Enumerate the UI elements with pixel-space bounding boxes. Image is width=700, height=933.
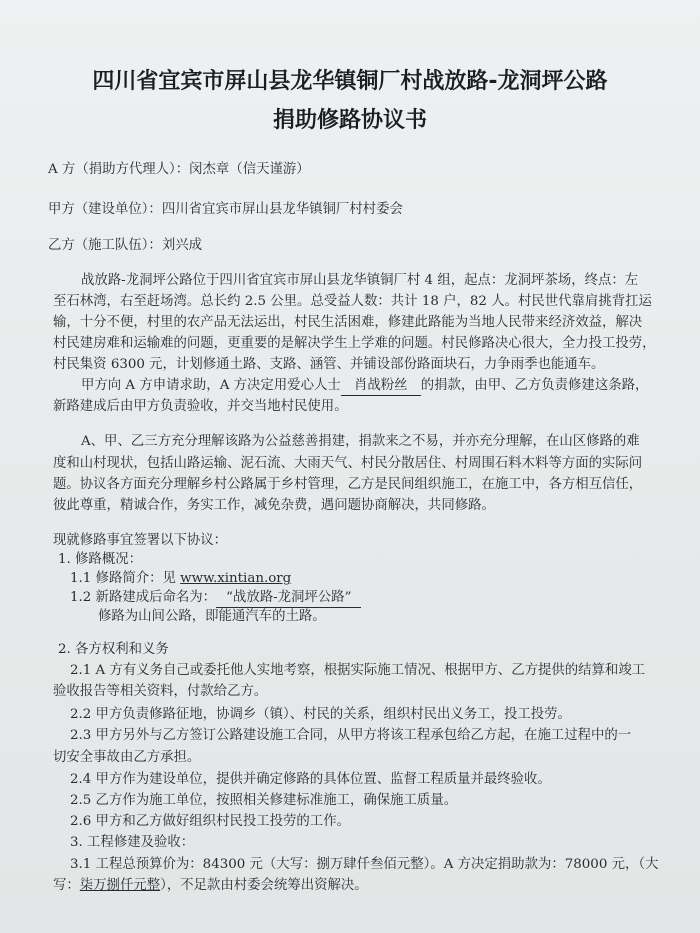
party-a: A 方（捐助方代理人）：闵杰章（信天谨游） [48, 162, 310, 177]
section2-item3-cont: 切安全事故由乙方承担。 [53, 750, 201, 765]
section2-item2: 2.2 甲方负责修路征地，协调乡（镇）、村民的关系，组织村民出义务工，投工投劳。 [70, 707, 571, 722]
section1-item1-label: 1.1 修路简介：见 [70, 571, 181, 586]
para3-line: 题。协议各方面充分理解乡村公路属于乡村管理，乙方是民间组织施工，在施工中，各方相互信任， [53, 477, 643, 492]
para2-text-before: 甲方向 A 方申请求助，A 方决定用爱心人士 [81, 378, 341, 393]
document-title-line1: 四川省宜宾市屏山县龙华镇铜厂村战放路-龙洞坪公路 [92, 69, 608, 94]
section2-item3: 2.3 甲方另外与乙方签订公路建设施工合同，从甲方将该工程承包给乙方起，在施工过程中的一 [70, 728, 632, 743]
section3-item1: 3.1 工程总预算价为：84300 元（大写：捌万肆仟叁佰元整）。A 方决定捐助款为：78000 元，（大 [70, 857, 659, 872]
section3-text-after: ），不足款由村委会统筹出资解决。 [160, 878, 368, 893]
section1-item2 [70, 589, 361, 608]
para1-line: 输，十分不便，村里的农产品无法运出，村民生活困难，修建此路能为当地人民带来经济效益，解决 [53, 315, 643, 330]
section3-heading: 3. 工程修建及验收： [70, 835, 195, 850]
section3-text-before: 写： [53, 878, 80, 893]
donor-blank-field: 肖战粉丝 [341, 377, 421, 396]
section2-item5: 2.5 乙方作为施工单位，按照相关修建标准施工，确保施工质量。 [70, 793, 458, 808]
section2-item6: 2.6 甲方和乙方做好组织村民投工投劳的工作。 [70, 814, 350, 829]
road-name-blank-field: “战放路-龙洞坪公路” [216, 589, 361, 608]
para2-line2: 新路建成后由甲方负责验收，并交当地村民使用。 [53, 399, 348, 414]
para1-line: 村民建房难和运输难的问题，更重要的是解决学生上学难的问题。村民修路决心很大，全力投工投劳， [53, 336, 656, 351]
section1-heading: 1. 修路概况： [58, 552, 142, 567]
section1-item3: 修路为山间公路，即能通汽车的土路。 [98, 609, 326, 624]
section2-item1-cont: 验收报告等相关资料，付款给乙方。 [53, 684, 268, 699]
para3-line: 度和山村现状，包括山路运输、泥石流、大雨天气、村民分散居住、村周围石料木料等方面的实际问 [53, 456, 643, 471]
section2-item1: 2.1 A 方有义务自己或委托他人实地考察，根据实际施工情况、根据甲方、乙方提供的结算和竣工 [70, 663, 646, 678]
section3-item1-cont [53, 877, 368, 895]
para2-text-after: 的捐款，由甲、乙方负责修建这条路， [420, 378, 649, 393]
website-link[interactable]: www.xintian.org [180, 571, 292, 586]
para3-line: 彼此尊重，精诚合作，务实工作，减免杂费，遇问题协商解决，共同修路。 [53, 498, 495, 513]
section2-heading: 2. 各方权利和义务 [58, 642, 169, 657]
para1-line: 战放路-龙洞坪公路位于四川省宜宾市屏山县龙华镇铜厂村 4 组，起点：龙洞坪茶场，终点：左 [81, 273, 639, 288]
para2-line1 [81, 377, 648, 396]
para1-line: 至石林湾，右至赶场湾。总长约 2.5 公里。总受益人数：共计 18 户，82 人。村民世代靠肩挑背扛运 [53, 294, 652, 309]
document-title-line2: 捐助修路协议书 [272, 108, 427, 133]
section1-item1 [70, 570, 291, 588]
section1-item2-label: 1.2 新路建成后命名为： [70, 590, 217, 605]
party-jia: 甲方（建设单位）：四川省宜宾市屏山县龙华镇铜厂村村委会 [48, 202, 403, 217]
agreement-intro: 现就修路事宜签署以下协议： [53, 533, 228, 548]
para3-line: A、甲、乙三方充分理解该路为公益慈善捐建，捐款来之不易，并亦充分理解，在山区修路的难 [81, 434, 640, 449]
party-yi: 乙方（施工队伍）：刘兴成 [48, 238, 202, 253]
amount-in-words: 柒万捌仟元整 [79, 878, 161, 893]
section2-item4: 2.4 甲方作为建设单位，提供并确定修路的具体位置、监督工程质量并最终验收。 [70, 772, 551, 787]
para1-line: 村民集资 6300 元，计划修通土路、支路、涵管、并铺设部份路面块石，力争雨季也能通车。 [53, 357, 605, 372]
